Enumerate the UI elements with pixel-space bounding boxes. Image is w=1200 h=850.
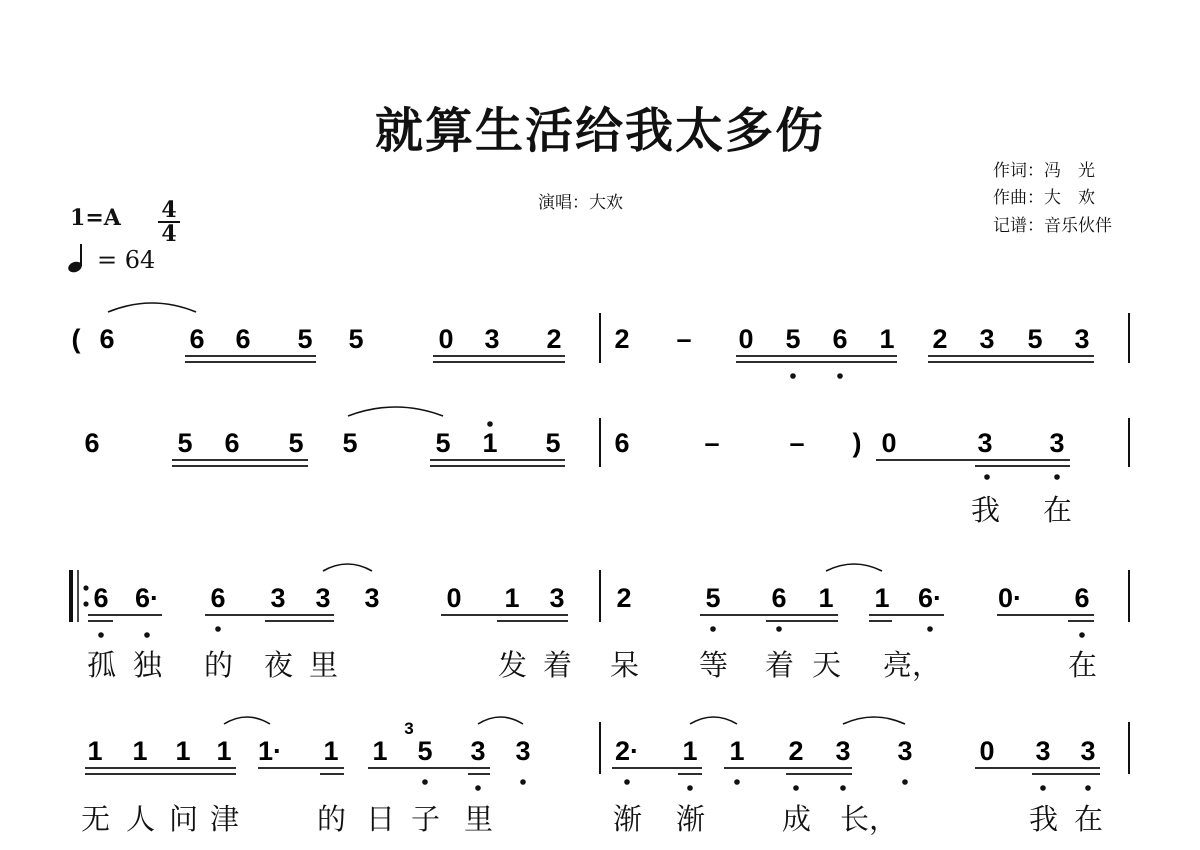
low-octave-dot bbox=[984, 474, 990, 480]
low-octave-dot bbox=[1085, 785, 1091, 791]
key-label: =A bbox=[85, 205, 121, 231]
note: 2· bbox=[614, 736, 640, 766]
low-octave-dot bbox=[776, 626, 782, 632]
note: 6 bbox=[235, 324, 251, 354]
lyric-word: 着 bbox=[765, 648, 795, 682]
note: 3 bbox=[364, 583, 380, 613]
low-octave-dot bbox=[793, 785, 799, 791]
composer-credit: 作曲：大 欢 bbox=[993, 188, 1095, 208]
lyric-word: 我 bbox=[971, 493, 1001, 527]
lyric-word: 渐 bbox=[676, 802, 706, 836]
lyric-word: 成 bbox=[782, 802, 812, 836]
lyric-word: 在 bbox=[1068, 648, 1098, 682]
lyric-word: 在 bbox=[1074, 802, 1104, 836]
lyric-word: 发 bbox=[498, 648, 528, 682]
note: 2 bbox=[546, 324, 562, 354]
time-signature-bottom: 4 bbox=[161, 221, 177, 247]
high-octave-dot bbox=[487, 421, 493, 427]
lyric-word: 子 bbox=[411, 802, 441, 836]
singer-credit: 演唱：大欢 bbox=[538, 193, 623, 213]
low-octave-dot bbox=[1040, 785, 1046, 791]
note: 3 bbox=[515, 736, 531, 766]
note: 6 bbox=[84, 428, 100, 458]
slur-curve bbox=[323, 564, 372, 571]
note: 1 bbox=[682, 736, 698, 766]
low-octave-dot bbox=[927, 626, 933, 632]
note: 1 bbox=[216, 736, 232, 766]
note: 3 bbox=[315, 583, 331, 613]
low-octave-dot bbox=[98, 632, 104, 638]
note: 6 bbox=[224, 428, 240, 458]
note: 3 bbox=[1035, 736, 1051, 766]
lyric-word: 人 bbox=[126, 802, 156, 836]
note: 3 bbox=[484, 324, 500, 354]
note: 2 bbox=[932, 324, 948, 354]
note: 2 bbox=[788, 736, 804, 766]
lyric-word: 里 bbox=[309, 648, 339, 682]
note: 3 bbox=[470, 736, 486, 766]
note: 1 bbox=[818, 583, 834, 613]
note: 3 bbox=[835, 736, 851, 766]
low-octave-dot bbox=[1079, 632, 1085, 638]
dash: – bbox=[789, 428, 805, 458]
note: 1 bbox=[175, 736, 191, 766]
slur-curve bbox=[108, 303, 196, 312]
low-octave-dot bbox=[475, 785, 481, 791]
note: 1 bbox=[874, 583, 890, 613]
note: 5 bbox=[417, 736, 433, 766]
note: 0· bbox=[997, 583, 1023, 613]
lyric-word: 着 bbox=[543, 648, 573, 682]
note: 6 bbox=[614, 428, 630, 458]
lyric-word: 长， bbox=[840, 802, 899, 836]
slur-curve bbox=[224, 717, 270, 724]
note: 0 bbox=[979, 736, 995, 766]
low-octave-dot bbox=[215, 626, 221, 632]
lyric-word: 里 bbox=[464, 802, 494, 836]
note: 1 bbox=[879, 324, 895, 354]
note: 0 bbox=[446, 583, 462, 613]
dash: – bbox=[676, 324, 692, 354]
note: 6 bbox=[832, 324, 848, 354]
note: 3 bbox=[979, 324, 995, 354]
slur-curve bbox=[690, 717, 737, 724]
note: 2 bbox=[614, 324, 630, 354]
lyric-word: 呆 bbox=[610, 648, 640, 682]
note: 6 bbox=[99, 324, 115, 354]
note: 2 bbox=[616, 583, 632, 613]
low-octave-dot bbox=[144, 632, 150, 638]
grace-note: 3 bbox=[404, 719, 414, 738]
lyric-word: 独 bbox=[133, 648, 163, 682]
note: 6 bbox=[771, 583, 787, 613]
note: 5 bbox=[545, 428, 561, 458]
lyric-word: 我 bbox=[1029, 802, 1059, 836]
transcriber-credit: 记谱：音乐伙伴 bbox=[993, 216, 1112, 236]
tempo-value: = 64 bbox=[97, 246, 156, 274]
lyric-word: 等 bbox=[699, 648, 729, 682]
note: 3 bbox=[1074, 324, 1090, 354]
note: 5 bbox=[177, 428, 193, 458]
low-octave-dot bbox=[734, 779, 740, 785]
low-octave-dot bbox=[902, 779, 908, 785]
lyric-word: 问 bbox=[169, 802, 199, 836]
note: 3 bbox=[897, 736, 913, 766]
dash: – bbox=[704, 428, 720, 458]
note: 5 bbox=[705, 583, 721, 613]
note: 6 bbox=[189, 324, 205, 354]
song-title: 就算生活给我太多伤 bbox=[374, 103, 825, 159]
lyric-word: 渐 bbox=[613, 802, 643, 836]
note: 5 bbox=[348, 324, 364, 354]
low-octave-dot bbox=[422, 779, 428, 785]
note: 3 bbox=[1080, 736, 1096, 766]
note: 3 bbox=[549, 583, 565, 613]
lyric-word: 孤 bbox=[87, 648, 117, 682]
low-octave-dot bbox=[624, 779, 630, 785]
note: 5 bbox=[1027, 324, 1043, 354]
note: 6 bbox=[210, 583, 226, 613]
lyric-word: 夜 bbox=[264, 648, 294, 682]
note: 5 bbox=[435, 428, 451, 458]
lyric-word: 日 bbox=[366, 802, 396, 836]
note: 1 bbox=[504, 583, 520, 613]
slur-curve bbox=[478, 717, 523, 724]
lyric-word: 天 bbox=[812, 648, 842, 682]
bracket: ( bbox=[71, 324, 81, 354]
lyric-word: 亮， bbox=[883, 648, 942, 682]
low-octave-dot bbox=[840, 785, 846, 791]
note: 6· bbox=[134, 583, 160, 613]
key-degree: 1 bbox=[70, 205, 86, 231]
lyricist-credit: 作词：冯 光 bbox=[993, 161, 1095, 181]
slur-curve bbox=[843, 717, 905, 724]
note: 6 bbox=[1074, 583, 1090, 613]
note: 1 bbox=[482, 428, 498, 458]
lyric-word: 的 bbox=[204, 648, 234, 682]
note: 1 bbox=[372, 736, 388, 766]
note: 1 bbox=[87, 736, 103, 766]
repeat-dot bbox=[83, 585, 88, 590]
low-octave-dot bbox=[687, 785, 693, 791]
note: 1 bbox=[132, 736, 148, 766]
lyric-word: 在 bbox=[1043, 493, 1073, 527]
slur-curve bbox=[826, 564, 882, 571]
note: 1 bbox=[323, 736, 339, 766]
note: 0 bbox=[881, 428, 897, 458]
lyric-word: 的 bbox=[317, 802, 347, 836]
bracket: ) bbox=[852, 428, 862, 458]
note: 1· bbox=[257, 736, 283, 766]
time-signature-top: 4 bbox=[161, 197, 177, 223]
note: 0 bbox=[738, 324, 754, 354]
slur-curve bbox=[348, 407, 443, 416]
lyric-word: 无 bbox=[81, 802, 111, 836]
note: 1 bbox=[729, 736, 745, 766]
note: 3 bbox=[270, 583, 286, 613]
note: 0 bbox=[438, 324, 454, 354]
low-octave-dot bbox=[520, 779, 526, 785]
repeat-dot bbox=[83, 601, 88, 606]
low-octave-dot bbox=[837, 373, 843, 379]
note: 5 bbox=[297, 324, 313, 354]
lyric-word: 津 bbox=[210, 802, 240, 836]
note: 5 bbox=[288, 428, 304, 458]
low-octave-dot bbox=[1054, 474, 1060, 480]
low-octave-dot bbox=[710, 626, 716, 632]
note: 5 bbox=[342, 428, 358, 458]
note: 6· bbox=[917, 583, 943, 613]
note: 3 bbox=[977, 428, 993, 458]
low-octave-dot bbox=[790, 373, 796, 379]
note: 6 bbox=[93, 583, 109, 613]
note: 5 bbox=[785, 324, 801, 354]
note: 3 bbox=[1049, 428, 1065, 458]
